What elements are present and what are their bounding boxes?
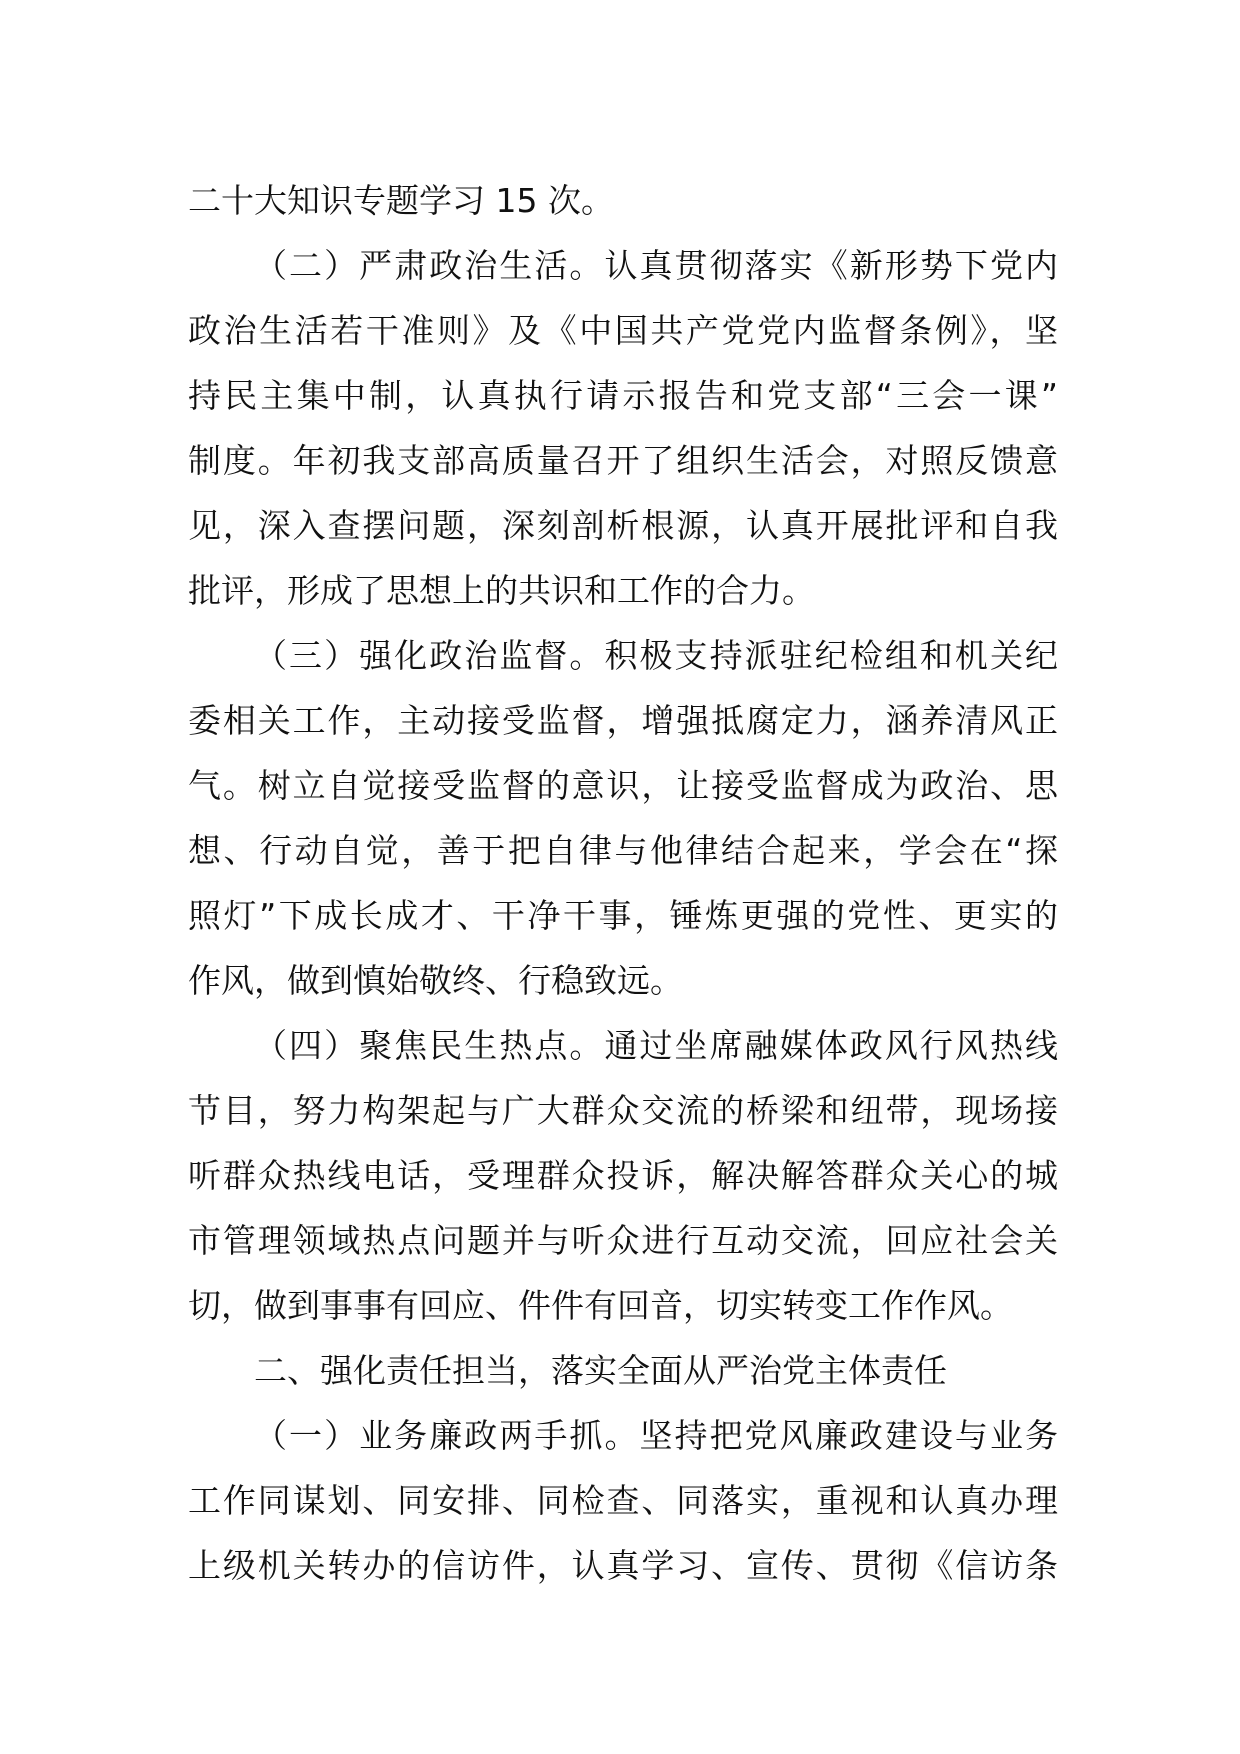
text-line: 见，深入查摆问题，深刻剖析根源，认真开展批评和自我 (188, 506, 1058, 545)
text-line: 市管理领域热点问题并与听众进行互动交流，回应社会关 (188, 1221, 1058, 1260)
text-line: 作风，做到慎始敬终、行稳致远。 (188, 961, 683, 1000)
text-line: 照灯”下成长成才、干净干事，锤炼更强的党性、更实的 (188, 896, 1058, 935)
text-line: 制度。年初我支部高质量召开了组织生活会，对照反馈意 (188, 441, 1058, 480)
text-line: 工作同谋划、同安排、同检查、同落实，重视和认真办理 (188, 1481, 1058, 1520)
section-heading: 二、强化责任担当，落实全面从严治党主体责任 (254, 1351, 947, 1390)
text-line: 气。树立自觉接受监督的意识，让接受监督成为政治、思 (188, 766, 1058, 805)
text-line: 二十大知识专题学习 15 次。 (188, 181, 614, 220)
text-line: 想、行动自觉，善于把自律与他律结合起来，学会在“探 (188, 831, 1058, 870)
document-page (188, 168, 1058, 1598)
paragraph-heading-line: （二）严肃政治生活。认真贯彻落实《新形势下党内 (254, 246, 1058, 285)
text-line: 切，做到事事有回应、件件有回音，切实转变工作作风。 (188, 1286, 1013, 1325)
text-line: 批评，形成了思想上的共识和工作的合力。 (188, 571, 815, 610)
text-line: 听群众热线电话，受理群众投诉，解决解答群众关心的城 (188, 1156, 1058, 1195)
paragraph-heading-line: （一）业务廉政两手抓。坚持把党风廉政建设与业务 (254, 1416, 1058, 1455)
text-line: 委相关工作，主动接受监督，增强抵腐定力，涵养清风正 (188, 701, 1058, 740)
text-line: 上级机关转办的信访件，认真学习、宣传、贯彻《信访条 (188, 1546, 1058, 1585)
paragraph-heading-line: （四）聚焦民生热点。通过坐席融媒体政风行风热线 (254, 1026, 1058, 1065)
text-line: 节目，努力构架起与广大群众交流的桥梁和纽带，现场接 (188, 1091, 1058, 1130)
text-line: 持民主集中制，认真执行请示报告和党支部“三会一课” (188, 376, 1058, 415)
paragraph-heading-line: （三）强化政治监督。积极支持派驻纪检组和机关纪 (254, 636, 1058, 675)
text-line: 政治生活若干准则》及《中国共产党党内监督条例》，坚 (188, 311, 1058, 350)
